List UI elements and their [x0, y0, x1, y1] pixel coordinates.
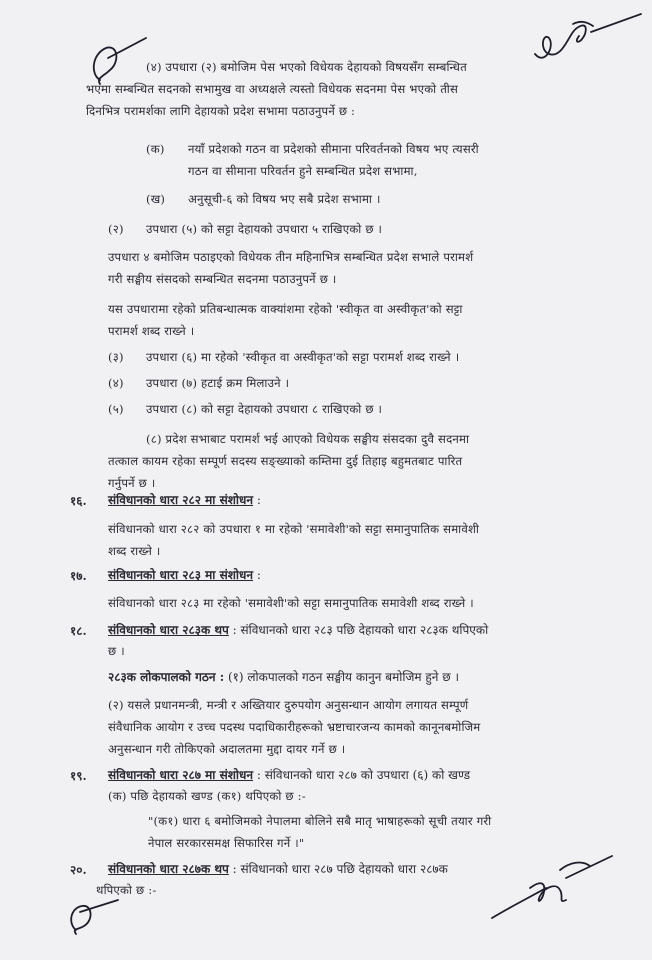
section-17-body-line1: संविधानको धारा २८३ मा रहेको 'समावेशी'को सट्टा समानुपातिक समावेशी शब्द राख्ने । — [108, 596, 474, 610]
upd-line2: गरी सङ्घीय संसदको सम्बन्धित सदनमा पठाउनुपर्ने छ । — [108, 272, 337, 286]
section-17-heading-line — [108, 565, 261, 585]
section-19-heading-suffix: : संविधानको धारा २८७ को उपधारा (६) को खण्ड — [253, 768, 471, 782]
section-17-heading: संविधानको धारा २८३ मा संशोधन — [108, 568, 254, 582]
section-20-heading-suffix: : संविधानको धारा २८७ पछि देहायको धारा २८७क — [228, 862, 448, 876]
section-18-number: १८. — [70, 624, 87, 638]
para-8-line3: गर्नुपर्ने छ । — [108, 476, 156, 490]
signature-bottom-right — [486, 852, 616, 922]
section-20-heading: संविधानको धारा २८७क थप — [108, 862, 229, 876]
sub-2-text: उपधारा (५) को सट्टा देहायको उपधारा ५ राखिएको छ । — [146, 222, 383, 236]
section-16-body-line1: संविधानको धारा २८२ को उपधारा १ मा रहेको 'समावेशी'को सट्टा समानुपातिक समावेशी — [108, 522, 480, 536]
section-18-body-line1: (२) यसले प्रधानमन्त्री, मन्त्री र अख्तियार दुरुपयोग अनुसन्धान आयोग लगायत सम्पूर्ण — [108, 698, 469, 712]
sub-5-text: उपधारा (८) को सट्टा देहायको उपधारा ८ राखिएको छ । — [146, 402, 383, 416]
para-4-line2: भएमा सम्बन्धित सदनको सभामुख वा अध्यक्षले त्यस्तो विधेयक सदनमा पेस भएको तीस — [86, 82, 459, 96]
para-4-line3: दिनभित्र परामर्शका लागि देहायको प्रदेश सभामा पठाउनुपर्ने छ : — [86, 104, 356, 118]
sub-3-label: (३) — [108, 350, 124, 364]
sub-4-text: उपधारा (७) हटाई क्रम मिलाउने । — [146, 376, 290, 390]
sub-3-text: उपधारा (६) मा रहेको 'स्वीकृत वा अस्वीकृत'को सट्टा परामर्श शब्द राख्ने । — [146, 350, 460, 364]
sub-4-label: (४) — [108, 376, 124, 390]
para-8-line2: तत्काल कायम रहेका सम्पूर्ण सदस्य सङ्ख्याको कम्तिमा दुई तिहाइ बहुमतबाट पारित — [108, 454, 463, 468]
yas-line1: यस उपधारामा रहेको प्रतिबन्धात्मक वाक्यांशमा रहेको 'स्वीकृत वा अस्वीकृत'को सट्टा — [108, 302, 463, 316]
section-19-heading: संविधानको धारा २८७ मा संशोधन — [108, 768, 254, 782]
section-19-body-line1: "(क१) धारा ६ बमोजिमको नेपालमा बोलिने सबै मातृ भाषाहरूको सूची तयार गरी — [148, 814, 492, 828]
section-18-subtitle-line — [108, 667, 459, 687]
section-16-heading: संविधानको धारा २८२ मा संशोधन — [108, 493, 254, 507]
section-19-body-line2: नेपाल सरकारसमक्ष सिफारिस गर्ने ।" — [148, 836, 305, 850]
section-19-heading-line2: (क) पछि देहायको खण्ड (क१) थपिएको छ :- — [108, 789, 306, 803]
section-17-heading-suffix: : — [253, 568, 261, 582]
section-20-heading-line — [108, 859, 448, 879]
sub-5-label: (५) — [108, 402, 124, 416]
section-16-heading-suffix: : — [253, 493, 261, 507]
section-16-heading-line — [108, 490, 261, 510]
section-16-number: १६. — [70, 494, 87, 508]
section-18-heading-suffix: : संविधानको धारा २८३ पछि देहायको धारा २८३क थपिएको — [228, 623, 489, 637]
clause-ka-label: (क) — [146, 142, 165, 156]
clause-ka-line2: गठन वा सीमाना परिवर्तन हुने सम्बन्धित प्रदेश सभामा, — [188, 164, 418, 178]
section-17-number: १७. — [70, 569, 87, 583]
section-18-heading-line — [108, 620, 488, 640]
sub-2-label: (२) — [108, 222, 124, 236]
upd-line1: उपधारा ४ बमोजिम पठाइएको विधेयक तीन महिनाभित्र सम्बन्धित प्रदेश सभाले परामर्श — [108, 250, 474, 264]
section-18-subtitle: २८३क लोकपालको गठन : — [108, 670, 225, 684]
clause-kha-text: अनुसूची-६ को विषय भए सबै प्रदेश सभामा । — [188, 192, 381, 206]
section-20-number: २०. — [70, 863, 87, 877]
yas-line2: परामर्श शब्द राख्ने । — [108, 324, 195, 338]
para-8-line1: (८) प्रदेश सभाबाट परामर्श भई आएको विधेयक सङ्घीय संसदका दुवै सदनमा — [146, 432, 470, 446]
section-19-number: १९. — [70, 769, 87, 783]
section-18-body-line2: संवैधानिक आयोग र उच्च पदस्थ पदाधिकारीहरूको भ्रष्टाचारजन्य कामको कानूनबमोजिम — [108, 720, 481, 734]
section-18-heading-line2: छ । — [108, 644, 125, 658]
clause-ka-line1: नयाँ प्रदेशको गठन वा प्रदेशको सीमाना परिवर्तनको विषय भए त्यसरी — [188, 142, 479, 156]
signature-top-right — [515, 10, 645, 70]
section-18-heading: संविधानको धारा २८३क थप — [108, 623, 229, 637]
section-20-heading-line2: थपिएको छ :- — [96, 883, 157, 897]
section-18-subtext: (१) लोकपालको गठन सङ्घीय कानुन बमोजिम हुने छ । — [224, 670, 460, 684]
section-19-heading-line — [108, 765, 470, 785]
para-4-line1: (४) उपधारा (२) बमोजिम पेस भएको विधेयक देहायको विषयसँग सम्बन्धित — [146, 60, 467, 74]
clause-kha-label: (ख) — [146, 192, 166, 206]
section-16-body-line2: शब्द राख्ने । — [108, 544, 161, 558]
section-18-body-line3: अनुसन्धान गरी तोकिएको अदालतमा मुद्दा दायर गर्ने छ । — [108, 742, 346, 756]
